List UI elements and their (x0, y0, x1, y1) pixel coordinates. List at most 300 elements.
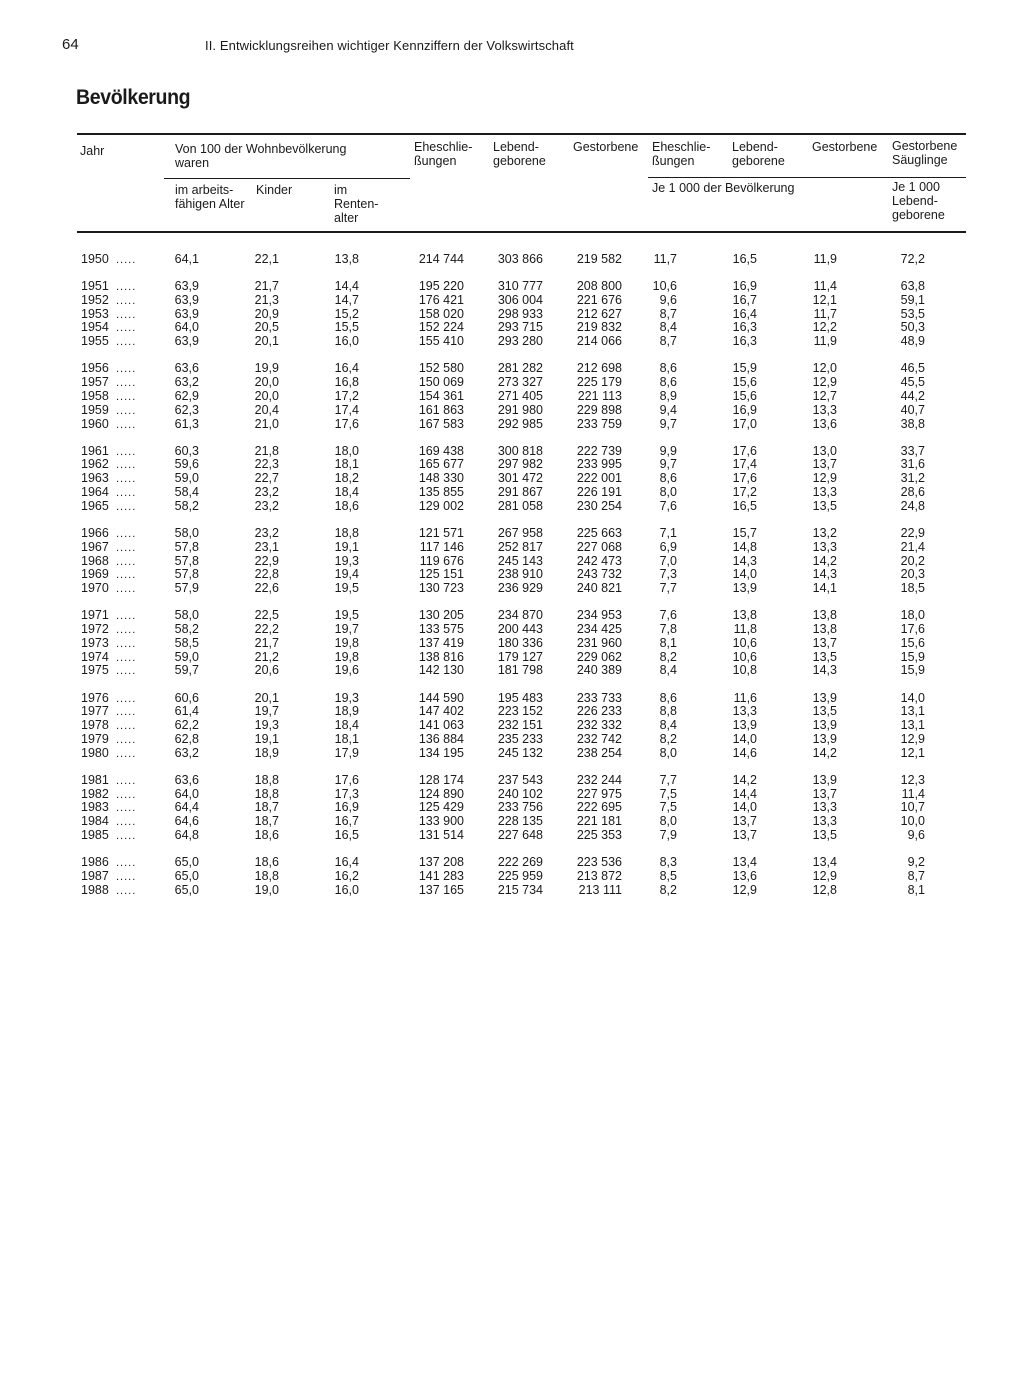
cell-ehe-rel: 8,7 (659, 334, 677, 349)
cell-ehe-rel: 7,5 (659, 786, 677, 801)
cell-kinder: 19,3 (254, 718, 279, 733)
cell-ehe-abs: 195 220 (418, 279, 464, 293)
cell-ehe-rel: 9,4 (659, 402, 677, 417)
cell-arbeit: 63,9 (174, 334, 199, 349)
cell-ehe-abs: 147 402 (418, 704, 464, 719)
header-ehe-rel: Eheschlie- ßungen (652, 140, 711, 169)
cell-leb-abs: 271 405 (497, 388, 543, 403)
cell-kinder: 23,2 (254, 525, 279, 540)
cell-leb-rel: 14,4 (732, 786, 757, 801)
cell-leb-rel: 10,6 (732, 649, 757, 664)
cell-gest-rel: 13,0 (812, 443, 837, 458)
cell-gest-rel: 13,7 (812, 635, 837, 650)
cell-ehe-rel: 8,0 (659, 485, 677, 499)
cell-gest-abs: 232 742 (576, 731, 622, 746)
cell-leb-rel: 15,6 (732, 375, 757, 390)
cell-renten: 18,2 (334, 471, 359, 486)
cell-arbeit: 65,0 (174, 868, 199, 883)
cell-renten: 18,4 (334, 485, 359, 499)
row-leader-dots: ..... (116, 706, 137, 719)
row-leader-dots: ..... (116, 445, 137, 458)
cell-saeuglinge: 20,2 (900, 553, 925, 568)
cell-ehe-abs: 117 146 (419, 539, 464, 554)
row-leader-dots: ..... (116, 747, 137, 760)
cell-gest-abs: 225 663 (576, 525, 622, 540)
cell-year: 1982 (81, 786, 109, 801)
cell-arbeit: 58,2 (174, 622, 199, 636)
cell-year: 1968 (81, 553, 109, 568)
cell-arbeit: 64,4 (174, 800, 199, 815)
cell-renten: 18,6 (334, 498, 359, 513)
cell-leb-rel: 13,4 (732, 855, 757, 870)
cell-arbeit: 62,2 (174, 718, 199, 733)
cell-saeuglinge: 9,2 (907, 855, 925, 870)
cell-leb-rel: 11,6 (733, 690, 757, 705)
cell-kinder: 18,9 (254, 745, 279, 760)
cell-leb-rel: 16,7 (732, 292, 757, 307)
cell-gest-abs: 219 582 (576, 252, 622, 266)
cell-ehe-abs: 141 063 (418, 718, 464, 733)
cell-ehe-rel: 8,2 (659, 731, 677, 746)
cell-ehe-abs: 135 855 (418, 485, 464, 499)
cell-gest-abs: 213 872 (576, 868, 622, 883)
cell-ehe-rel: 6,9 (659, 539, 677, 554)
cell-ehe-abs: 137 165 (418, 882, 464, 897)
cell-arbeit: 61,3 (174, 416, 199, 431)
cell-year: 1977 (81, 704, 109, 719)
cell-leb-abs: 195 483 (497, 690, 543, 705)
cell-saeuglinge: 15,9 (900, 663, 925, 678)
cell-gest-abs: 221 181 (576, 814, 622, 829)
cell-saeuglinge: 10,0 (900, 814, 925, 829)
cell-kinder: 22,7 (254, 471, 279, 486)
cell-year: 1988 (81, 882, 109, 897)
cell-leb-abs: 225 959 (497, 868, 543, 883)
row-leader-dots: ..... (116, 884, 137, 897)
cell-ehe-rel: 8,9 (659, 388, 677, 403)
cell-year: 1960 (81, 416, 109, 431)
cell-year: 1955 (81, 334, 109, 349)
cell-ehe-rel: 7,7 (659, 772, 677, 787)
cell-arbeit: 65,0 (174, 882, 199, 897)
row-leader-dots: ..... (116, 377, 137, 390)
cell-year: 1952 (81, 292, 109, 307)
cell-ehe-abs: 150 069 (418, 375, 464, 390)
cell-ehe-abs: 142 130 (418, 663, 464, 678)
cell-renten: 14,4 (334, 279, 359, 293)
cell-year: 1985 (81, 828, 109, 842)
cell-year: 1961 (81, 443, 109, 458)
row-leader-dots: ..... (116, 281, 137, 293)
cell-ehe-abs: 124 890 (418, 786, 464, 801)
cell-arbeit: 63,2 (174, 745, 199, 760)
cell-leb-rel: 15,9 (732, 361, 757, 376)
row-leader-dots: ..... (116, 418, 137, 431)
cell-renten: 18,4 (334, 718, 359, 733)
cell-renten: 17,6 (334, 416, 359, 431)
cell-kinder: 18,7 (254, 800, 279, 815)
cell-saeuglinge: 24,8 (900, 498, 925, 513)
cell-leb-rel: 14,8 (732, 539, 757, 554)
cell-gest-abs: 222 739 (576, 443, 622, 458)
cell-renten: 17,9 (334, 745, 359, 760)
cell-kinder: 19,0 (254, 882, 279, 897)
cell-kinder: 20,0 (254, 388, 279, 403)
cell-ehe-rel: 8,6 (659, 375, 677, 390)
cell-saeuglinge: 14,0 (900, 690, 925, 705)
cell-gest-abs: 213 111 (578, 882, 622, 897)
cell-saeuglinge: 12,1 (900, 745, 925, 760)
cell-gest-abs: 243 732 (576, 567, 622, 582)
cell-ehe-rel: 7,7 (659, 581, 677, 596)
page-number: 64 (62, 36, 79, 53)
cell-saeuglinge: 10,7 (900, 800, 925, 815)
cell-leb-abs: 222 269 (497, 855, 543, 870)
cell-year: 1951 (81, 279, 109, 293)
cell-gest-rel: 11,9 (813, 334, 837, 349)
cell-ehe-rel: 9,7 (659, 416, 677, 431)
cell-leb-rel: 14,2 (732, 772, 757, 787)
cell-saeuglinge: 21,4 (900, 539, 925, 554)
cell-leb-abs: 293 280 (497, 334, 543, 349)
cell-leb-abs: 236 929 (497, 581, 543, 596)
cell-gest-rel: 13,3 (812, 402, 837, 417)
cell-ehe-abs: 119 676 (419, 553, 464, 568)
cell-renten: 13,8 (334, 252, 359, 266)
cell-leb-abs: 306 004 (497, 292, 543, 307)
cell-gest-rel: 12,7 (812, 388, 837, 403)
header-ehe-abs: Eheschlie- ßungen (414, 140, 473, 169)
cell-ehe-rel: 8,2 (659, 649, 677, 664)
row-leader-dots: ..... (116, 802, 137, 815)
cell-saeuglinge: 8,7 (907, 868, 925, 883)
cell-arbeit: 59,0 (174, 649, 199, 664)
cell-kinder: 19,7 (254, 704, 279, 719)
header-saeuglinge: Gestorbene Säuglinge (892, 139, 958, 168)
cell-gest-rel: 13,8 (812, 622, 837, 636)
cell-ehe-abs: 152 580 (418, 361, 464, 376)
cell-year: 1966 (81, 525, 109, 540)
cell-kinder: 21,0 (254, 416, 279, 431)
cell-gest-rel: 12,9 (812, 375, 837, 390)
cell-saeuglinge: 45,5 (900, 375, 925, 390)
cell-kinder: 21,8 (254, 443, 279, 458)
cell-renten: 19,8 (334, 635, 359, 650)
cell-leb-abs: 228 135 (497, 814, 543, 829)
cell-ehe-abs: 169 438 (418, 443, 464, 458)
cell-year: 1975 (81, 663, 109, 678)
row-leader-dots: ..... (116, 830, 137, 842)
cell-gest-abs: 214 066 (576, 334, 622, 349)
cell-gest-abs: 222 001 (576, 471, 622, 486)
cell-kinder: 22,1 (254, 252, 279, 266)
cell-year: 1959 (81, 402, 109, 417)
cell-leb-abs: 240 102 (497, 786, 543, 801)
cell-arbeit: 60,6 (174, 690, 199, 705)
cell-gest-abs: 232 332 (576, 718, 622, 733)
page-title: Bevölkerung (76, 86, 191, 109)
cell-renten: 18,1 (334, 731, 359, 746)
cell-kinder: 22,2 (254, 622, 279, 636)
cell-leb-rel: 13,9 (732, 718, 757, 733)
cell-year: 1979 (81, 731, 109, 746)
cell-ehe-rel: 7,6 (659, 608, 677, 623)
cell-ehe-abs: 152 224 (418, 320, 464, 335)
cell-ehe-rel: 9,9 (659, 443, 677, 458)
cell-gest-abs: 232 244 (576, 772, 622, 787)
header-je1000-lebend: Je 1 000 Lebend- geborene (892, 180, 945, 223)
cell-gest-abs: 221 676 (576, 292, 622, 307)
cell-ehe-abs: 148 330 (418, 471, 464, 486)
cell-leb-rel: 10,6 (732, 635, 757, 650)
cell-leb-abs: 200 443 (497, 622, 543, 636)
cell-gest-rel: 13,9 (812, 718, 837, 733)
cell-year: 1972 (81, 622, 109, 636)
running-head: II. Entwicklungsreihen wichtiger Kennziffern der Volkswirtschaft (205, 38, 574, 53)
cell-year: 1983 (81, 800, 109, 815)
cell-year: 1987 (81, 868, 109, 883)
cell-saeuglinge: 50,3 (900, 320, 925, 335)
cell-leb-abs: 234 870 (497, 608, 543, 623)
cell-gest-abs: 234 425 (576, 622, 622, 636)
row-leader-dots: ..... (116, 583, 137, 596)
cell-saeuglinge: 17,6 (900, 622, 925, 636)
row-leader-dots: ..... (116, 527, 137, 540)
cell-saeuglinge: 13,1 (900, 718, 925, 733)
cell-kinder: 21,7 (254, 635, 279, 650)
cell-year: 1950 (81, 252, 109, 266)
header-gest-abs: Gestorbene (573, 140, 639, 154)
cell-leb-abs: 291 867 (497, 485, 543, 499)
cell-leb-rel: 16,9 (732, 402, 757, 417)
cell-leb-rel: 16,4 (732, 306, 757, 321)
cell-arbeit: 63,9 (174, 292, 199, 307)
cell-year: 1969 (81, 567, 109, 582)
cell-leb-abs: 297 982 (497, 457, 543, 472)
cell-year: 1963 (81, 471, 109, 486)
row-leader-dots: ..... (116, 500, 137, 513)
cell-kinder: 21,2 (254, 649, 279, 664)
cell-arbeit: 63,2 (174, 375, 199, 390)
cell-year: 1986 (81, 855, 109, 870)
cell-gest-rel: 13,3 (812, 539, 837, 554)
group-rule-right (648, 177, 966, 178)
cell-kinder: 22,9 (254, 553, 279, 568)
cell-renten: 19,1 (334, 539, 359, 554)
row-leader-dots: ..... (116, 254, 137, 266)
cell-ehe-rel: 8,8 (659, 704, 677, 719)
cell-renten: 17,3 (334, 786, 359, 801)
cell-kinder: 22,5 (254, 608, 279, 623)
cell-gest-rel: 12,0 (812, 361, 837, 376)
header-jahr: Jahr (80, 144, 105, 158)
cell-saeuglinge: 22,9 (900, 525, 925, 540)
cell-ehe-abs: 129 002 (418, 498, 464, 513)
cell-arbeit: 59,6 (174, 457, 199, 472)
cell-arbeit: 59,7 (174, 663, 199, 678)
cell-saeuglinge: 48,9 (900, 334, 925, 349)
cell-renten: 18,0 (334, 443, 359, 458)
cell-saeuglinge: 63,8 (900, 279, 925, 293)
cell-saeuglinge: 46,5 (900, 361, 925, 376)
cell-ehe-abs: 176 421 (418, 292, 464, 307)
cell-leb-abs: 281 058 (497, 498, 543, 513)
cell-ehe-rel: 11,7 (653, 252, 677, 266)
cell-arbeit: 62,8 (174, 731, 199, 746)
cell-saeuglinge: 8,1 (907, 882, 925, 897)
cell-gest-abs: 234 953 (576, 608, 622, 623)
cell-year: 1967 (81, 539, 109, 554)
cell-ehe-abs: 161 863 (418, 402, 464, 417)
row-leader-dots: ..... (116, 788, 137, 801)
cell-gest-rel: 13,7 (812, 457, 837, 472)
cell-arbeit: 57,8 (174, 539, 199, 554)
cell-leb-rel: 16,5 (732, 252, 757, 266)
cell-gest-abs: 227 068 (576, 539, 622, 554)
cell-arbeit: 64,8 (174, 828, 199, 842)
cell-gest-rel: 12,8 (812, 882, 837, 897)
cell-gest-rel: 14,2 (812, 553, 837, 568)
cell-gest-rel: 13,6 (812, 416, 837, 431)
cell-renten: 19,3 (334, 553, 359, 568)
row-leader-dots: ..... (116, 665, 137, 678)
cell-leb-rel: 17,4 (732, 457, 757, 472)
cell-ehe-abs: 121 571 (418, 525, 464, 540)
cell-saeuglinge: 11,4 (901, 786, 925, 801)
cell-gest-rel: 13,5 (812, 498, 837, 513)
cell-year: 1964 (81, 485, 109, 499)
cell-ehe-abs: 144 590 (418, 690, 464, 705)
cell-renten: 18,1 (334, 457, 359, 472)
header-von100: Von 100 der Wohnbevölkerung waren (175, 142, 347, 171)
cell-saeuglinge: 31,6 (900, 457, 925, 472)
row-leader-dots: ..... (116, 459, 137, 472)
cell-leb-abs: 215 734 (497, 882, 543, 897)
cell-renten: 16,7 (334, 814, 359, 829)
cell-ehe-abs: 137 419 (418, 635, 464, 650)
cell-kinder: 20,5 (254, 320, 279, 335)
cell-leb-rel: 16,5 (732, 498, 757, 513)
cell-gest-abs: 240 821 (576, 581, 622, 596)
row-leader-dots: ..... (116, 692, 137, 705)
cell-leb-abs: 238 910 (497, 567, 543, 582)
cell-kinder: 20,6 (254, 663, 279, 678)
cell-leb-abs: 180 336 (497, 635, 543, 650)
cell-saeuglinge: 18,0 (900, 608, 925, 623)
cell-gest-rel: 13,3 (812, 800, 837, 815)
cell-gest-rel: 12,1 (812, 292, 837, 307)
cell-leb-abs: 232 151 (497, 718, 543, 733)
cell-gest-abs: 233 995 (576, 457, 622, 472)
cell-saeuglinge: 12,9 (900, 731, 925, 746)
cell-arbeit: 65,0 (174, 855, 199, 870)
cell-gest-rel: 12,9 (812, 471, 837, 486)
cell-ehe-abs: 133 900 (418, 814, 464, 829)
cell-ehe-rel: 8,4 (659, 718, 677, 733)
cell-kinder: 18,6 (254, 855, 279, 870)
cell-gest-rel: 13,4 (812, 855, 837, 870)
cell-saeuglinge: 38,8 (900, 416, 925, 431)
cell-ehe-rel: 9,6 (659, 292, 677, 307)
cell-gest-rel: 13,9 (812, 731, 837, 746)
cell-gest-abs: 233 733 (576, 690, 622, 705)
header-kinder: Kinder (256, 183, 293, 197)
cell-ehe-abs: 133 575 (418, 622, 464, 636)
row-leader-dots: ..... (116, 336, 137, 349)
cell-gest-rel: 14,3 (812, 663, 837, 678)
cell-arbeit: 63,6 (174, 772, 199, 787)
cell-leb-rel: 14,0 (732, 567, 757, 582)
cell-leb-abs: 181 798 (497, 663, 543, 678)
cell-leb-rel: 14,6 (732, 745, 757, 760)
cell-renten: 16,4 (334, 855, 359, 870)
cell-arbeit: 64,0 (174, 786, 199, 801)
cell-ehe-abs: 125 429 (418, 800, 464, 815)
cell-leb-rel: 13,7 (732, 828, 757, 842)
cell-gest-abs: 212 698 (576, 361, 622, 376)
cell-ehe-rel: 7,5 (659, 800, 677, 815)
cell-renten: 17,6 (334, 772, 359, 787)
cell-renten: 19,5 (334, 581, 359, 596)
cell-leb-rel: 12,9 (732, 882, 757, 897)
cell-leb-abs: 303 866 (497, 252, 543, 266)
cell-gest-abs: 222 695 (576, 800, 622, 815)
cell-leb-abs: 298 933 (497, 306, 543, 321)
cell-arbeit: 63,6 (174, 361, 199, 376)
cell-gest-rel: 14,1 (812, 581, 837, 596)
cell-saeuglinge: 59,1 (900, 292, 925, 307)
cell-ehe-abs: 214 744 (418, 252, 464, 266)
cell-leb-rel: 16,3 (732, 320, 757, 335)
cell-renten: 19,6 (334, 663, 359, 678)
cell-saeuglinge: 31,2 (900, 471, 925, 486)
cell-arbeit: 64,0 (174, 320, 199, 335)
cell-gest-rel: 13,8 (812, 608, 837, 623)
cell-ehe-rel: 8,4 (659, 663, 677, 678)
cell-arbeit: 64,1 (174, 252, 199, 266)
cell-arbeit: 57,8 (174, 553, 199, 568)
cell-ehe-abs: 167 583 (418, 416, 464, 431)
cell-arbeit: 61,4 (174, 704, 199, 719)
cell-ehe-abs: 165 677 (418, 457, 464, 472)
cell-leb-abs: 310 777 (497, 279, 543, 293)
cell-year: 1971 (81, 608, 109, 623)
cell-kinder: 22,6 (254, 581, 279, 596)
cell-year: 1957 (81, 375, 109, 390)
cell-gest-abs: 221 113 (577, 388, 622, 403)
cell-year: 1956 (81, 361, 109, 376)
cell-renten: 16,8 (334, 375, 359, 390)
cell-ehe-rel: 8,1 (659, 635, 677, 650)
cell-gest-abs: 229 898 (576, 402, 622, 417)
cell-gest-rel: 13,3 (812, 814, 837, 829)
cell-kinder: 19,9 (254, 361, 279, 376)
cell-arbeit: 63,9 (174, 306, 199, 321)
cell-gest-abs: 242 473 (576, 553, 622, 568)
cell-leb-rel: 13,8 (732, 608, 757, 623)
header-gest-rel: Gestorbene (812, 140, 878, 154)
cell-gest-rel: 13,9 (812, 690, 837, 705)
cell-ehe-abs: 158 020 (418, 306, 464, 321)
cell-leb-rel: 16,9 (732, 279, 757, 293)
cell-leb-abs: 273 327 (497, 375, 543, 390)
cell-saeuglinge: 28,6 (900, 485, 925, 499)
cell-saeuglinge: 72,2 (900, 252, 925, 266)
cell-ehe-rel: 7,6 (659, 498, 677, 513)
cell-gest-abs: 227 975 (576, 786, 622, 801)
cell-gest-rel: 13,9 (812, 772, 837, 787)
cell-year: 1958 (81, 388, 109, 403)
